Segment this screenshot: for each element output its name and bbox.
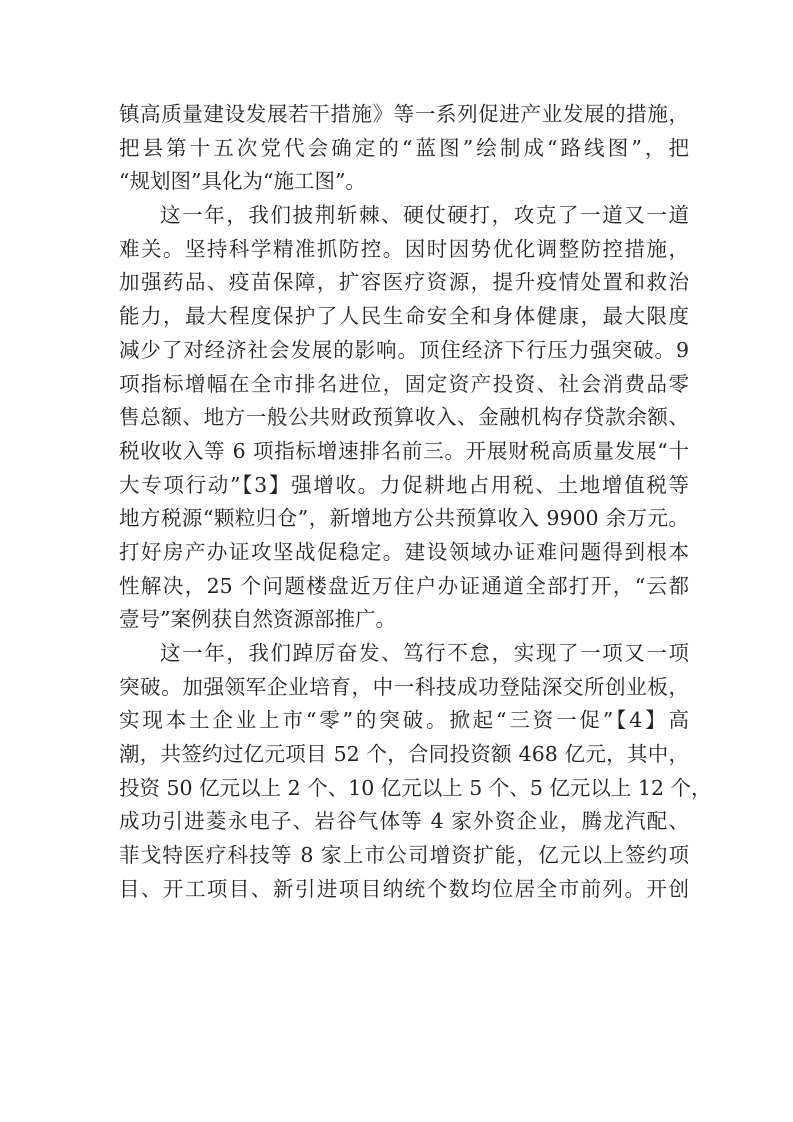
text-line: 减少了对经济社会发展的影响。顶住经济下行压力强突破。9 bbox=[119, 337, 689, 362]
text-line: 打好房产办证攻坚战促稳定。建设领域办证难问题得到根本 bbox=[119, 539, 689, 564]
text-line: 突破。加强领军企业培育，中一科技成功登陆深交所创业板， bbox=[119, 674, 689, 699]
text-line: 大专项行动”【3】强增收。力促耕地占用税、土地增值税等 bbox=[119, 472, 689, 497]
text-line: 壹号”案例获自然资源部推广。 bbox=[119, 607, 396, 632]
text-line: 目、开工项目、新引进项目纳统个数均位居全市前列。开创 bbox=[119, 876, 689, 901]
text-line: 项指标增幅在全市排名进位，固定资产投资、社会消费品零 bbox=[119, 371, 689, 396]
text-line: 成功引进菱永电子、岩谷气体等 4 家外资企业，腾龙汽配、 bbox=[119, 809, 689, 834]
text-line: 售总额、地方一般公共财政预算收入、金融机构存贷款余额、 bbox=[119, 405, 689, 430]
paragraph-first-line: 这一年，我们披荆斩棘、硬仗硬打，攻克了一道又一道 bbox=[160, 203, 689, 228]
text-line: 潮，共签约过亿元项目 52 个，合同投资额 468 亿元，其中， bbox=[119, 742, 689, 767]
text-line: 地方税源“颗粒归仓”，新增地方公共预算收入 9900 余万元。 bbox=[119, 506, 689, 531]
paragraph-first-line: 这一年，我们踔厉奋发、笃行不怠，实现了一项又一项 bbox=[160, 641, 689, 665]
text-line: 投资 50 亿元以上 2 个、10 亿元以上 5 个、5 亿元以上 12 个， bbox=[119, 775, 712, 800]
text-line: 加强药品、疫苗保障，扩容医疗资源，提升疫情处置和救治 bbox=[119, 270, 689, 295]
text-line: 镇高质量建设发展若干措施》等一系列促进产业发展的措施， bbox=[119, 102, 689, 126]
text-line: 难关。坚持科学精准抓防控。因时因势优化调整防控措施， bbox=[119, 236, 689, 261]
text-line: 性解决，25 个问题楼盘近万住户办证通道全部打开，“云都 bbox=[119, 573, 689, 598]
text-line: 税收收入等 6 项指标增速排名前三。开展财税高质量发展“十 bbox=[119, 438, 689, 463]
text-line: 把县第十五次党代会确定的“蓝图”绘制成“路线图”，把 bbox=[119, 135, 689, 160]
body-text bbox=[119, 98, 712, 907]
text-line: 能力，最大程度保护了人民生命安全和身体健康，最大限度 bbox=[119, 304, 689, 329]
text-line: “规划图”具化为“施工图”。 bbox=[119, 169, 366, 194]
text-line: 实现本土企业上市“零”的突破。掀起“三资一促”【4】高 bbox=[119, 708, 689, 733]
text-line: 菲戈特医疗科技等 8 家上市公司增资扩能，亿元以上签约项 bbox=[119, 843, 689, 868]
